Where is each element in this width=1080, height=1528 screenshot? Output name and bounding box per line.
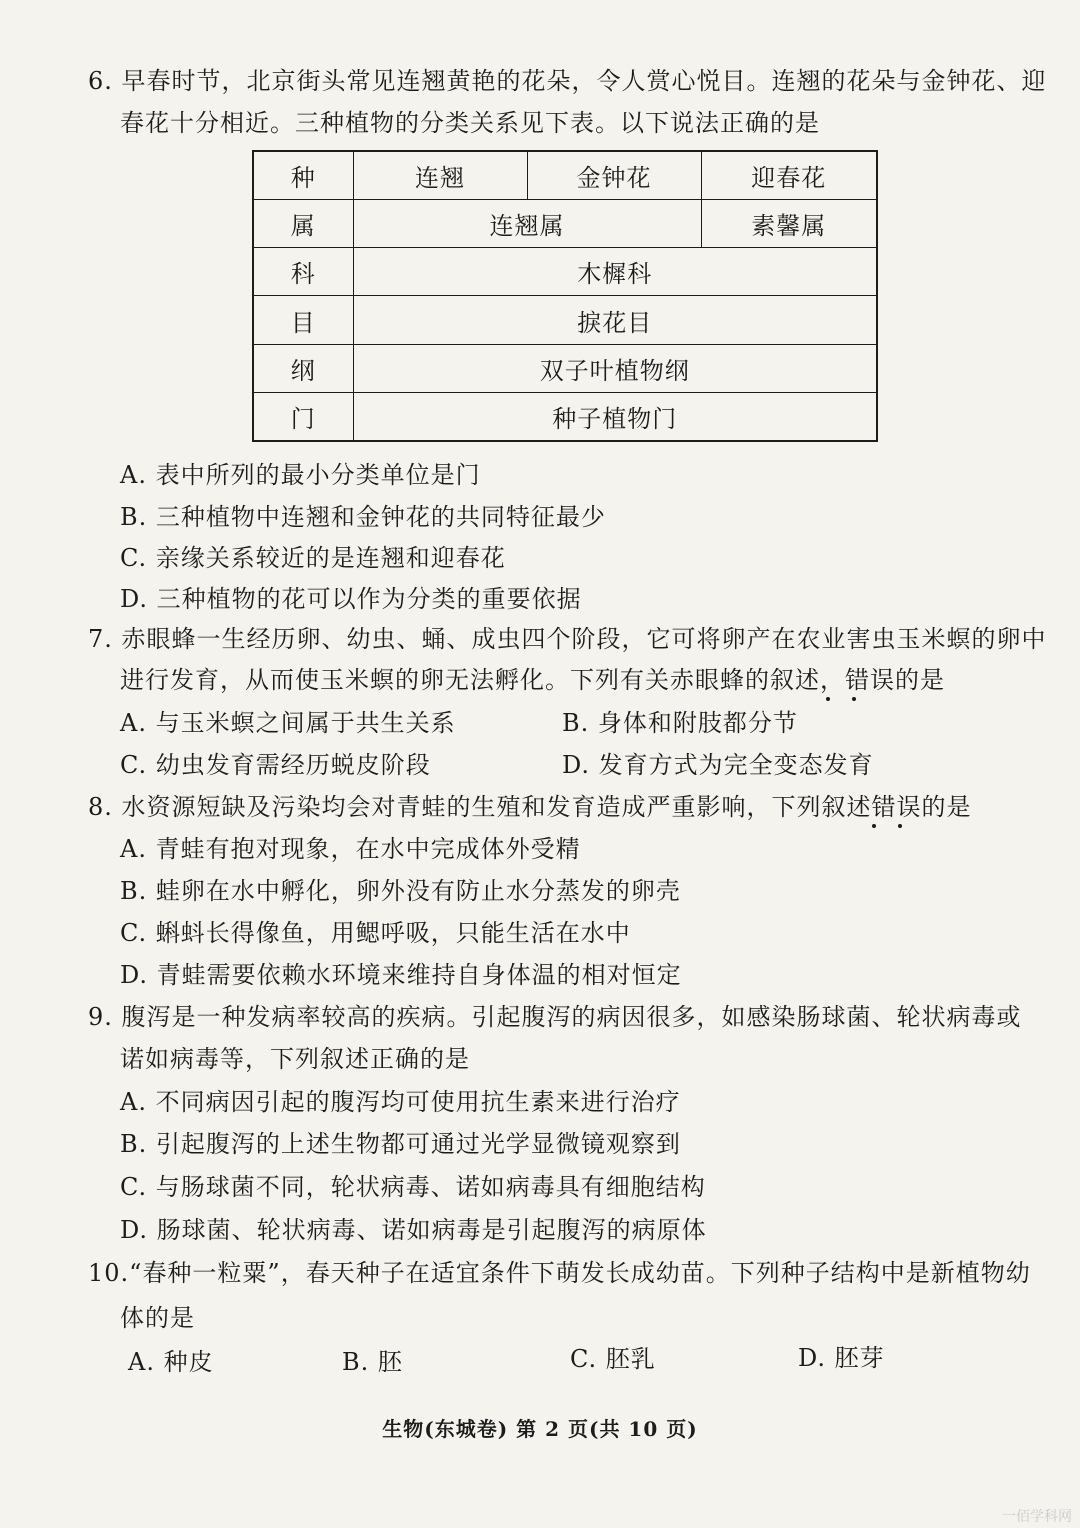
rank-class: 纲 <box>253 344 353 392</box>
rank-genus: 属 <box>253 199 353 247</box>
q10-option-a: A. 种皮 <box>128 1348 214 1376</box>
q6-option-a: A. 表中所列的最小分类单位是门 <box>120 461 481 489</box>
q6-option-b: B. 三种植物中连翘和金钟花的共同特征最少 <box>120 503 606 531</box>
order-value: 捩花目 <box>353 296 877 344</box>
q9-stem-line2: 诺如病毒等，下列叙述正确的是 <box>120 1045 470 1073</box>
rank-phylum: 门 <box>253 393 353 441</box>
q10-stem-line1: 10.“春种一粒粟”，春天种子在适宜条件下萌发长成幼苗。下列种子结构中是新植物幼 <box>88 1259 1031 1287</box>
table-row-class <box>253 344 877 392</box>
q6-option-d: D. 三种植物的花可以作为分类的重要依据 <box>120 585 582 613</box>
genus-suxin: 素馨属 <box>701 199 877 247</box>
table-row-family <box>253 248 877 296</box>
table-row-phylum <box>253 393 877 441</box>
emphasis-dot <box>826 697 830 701</box>
emphasis-dot <box>852 697 856 701</box>
rank-order: 目 <box>253 296 353 344</box>
species-jinzhonghua: 金钟花 <box>527 151 701 199</box>
q10-option-d: D. 胚芽 <box>798 1344 885 1372</box>
genus-lianqiao: 连翘属 <box>353 199 701 247</box>
watermark: 一佰学科网 <box>1002 1509 1072 1525</box>
page-footer: 生物(东城卷) 第 2 页(共 10 页) <box>382 1417 698 1441</box>
q9-option-c: C. 与肠球菌不同，轮状病毒、诺如病毒具有细胞结构 <box>120 1173 706 1201</box>
q7-option-b: B. 身体和附肢都分节 <box>562 709 798 737</box>
q6-stem-line1: 6. 早春时节，北京街头常见连翘黄艳的花朵，令人赏心悦目。连翘的花朵与金钟花、迎 <box>88 67 1047 95</box>
rank-species: 种 <box>253 151 353 199</box>
q10-option-c: C. 胚乳 <box>570 1345 656 1373</box>
table-row-species <box>253 151 877 199</box>
q7-option-c: C. 幼虫发育需经历蜕皮阶段 <box>120 751 431 779</box>
q6-stem-line2: 春花十分相近。三种植物的分类关系见下表。以下说法正确的是 <box>120 109 820 137</box>
class-value: 双子叶植物纲 <box>353 344 877 392</box>
q6-option-c: C. 亲缘关系较近的是连翘和迎春花 <box>120 544 506 572</box>
q9-option-b: B. 引起腹泻的上述生物都可通过光学显微镜观察到 <box>120 1130 681 1158</box>
table-row-order <box>253 296 877 344</box>
emphasis-dot <box>898 824 902 828</box>
q8-stem-line1: 8. 水资源短缺及污染均会对青蛙的生殖和发育造成严重影响，下列叙述错误的是 <box>88 793 972 821</box>
q9-stem-line1: 9. 腹泻是一种发病率较高的疾病。引起腹泻的病因很多，如感染肠球菌、轮状病毒或 <box>88 1003 1022 1031</box>
q10-stem-line2: 体的是 <box>120 1304 195 1332</box>
q7-option-d: D. 发育方式为完全变态发育 <box>562 751 874 779</box>
phylum-value: 种子植物门 <box>353 393 877 441</box>
emphasis-dot <box>872 824 876 828</box>
q7-stem-line1: 7. 赤眼蜂一生经历卵、幼虫、蛹、成虫四个阶段，它可将卵产在农业害虫玉米螟的卵中 <box>88 625 1047 653</box>
rank-family: 科 <box>253 248 353 296</box>
family-value: 木樨科 <box>353 248 877 296</box>
q8-option-d: D. 青蛙需要依赖水环境来维持自身体温的相对恒定 <box>120 961 682 989</box>
q8-option-b: B. 蛙卵在水中孵化，卵外没有防止水分蒸发的卵壳 <box>120 877 681 905</box>
q7-option-a: A. 与玉米螟之间属于共生关系 <box>120 709 456 737</box>
species-lianqiao: 连翘 <box>353 151 527 199</box>
q10-option-b: B. 胚 <box>342 1348 403 1376</box>
q8-option-c: C. 蝌蚪长得像鱼，用鳃呼吸，只能生活在水中 <box>120 919 631 947</box>
q9-option-d: D. 肠球菌、轮状病毒、诺如病毒是引起腹泻的病原体 <box>120 1216 707 1244</box>
q9-option-a: A. 不同病因引起的腹泻均可使用抗生素来进行治疗 <box>120 1088 681 1116</box>
classification-table <box>252 150 878 442</box>
species-yingchunhua: 迎春花 <box>701 151 877 199</box>
table-row-genus <box>253 199 877 247</box>
q7-stem-line2: 进行发育，从而使玉米螟的卵无法孵化。下列有关赤眼蜂的叙述，错误的是 <box>120 666 945 694</box>
q8-option-a: A. 青蛙有抱对现象，在水中完成体外受精 <box>120 835 581 863</box>
